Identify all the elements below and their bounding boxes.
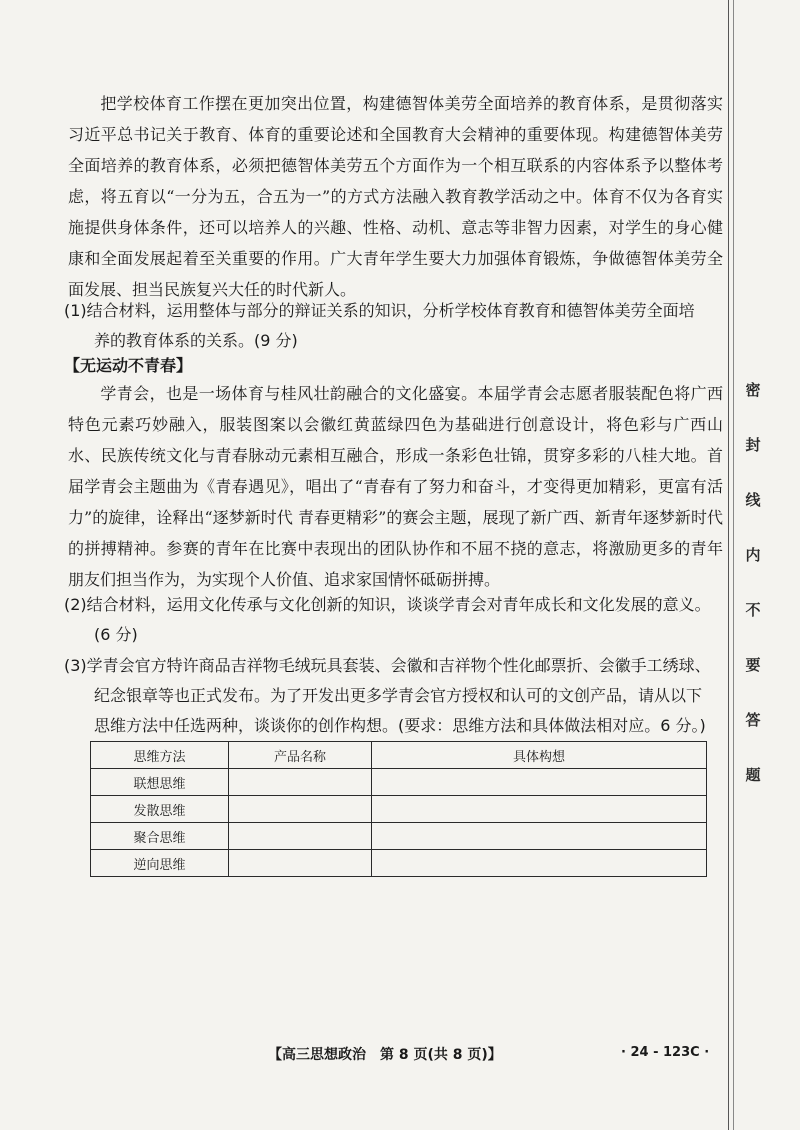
table-cell-idea[interactable] [372,823,707,850]
table-header-idea: 具体构想 [372,742,707,769]
seal-line-rule-inner [733,0,734,1130]
table-header-method: 思维方法 [91,742,229,769]
question-3-line-1: (3)学青会官方特许商品吉祥物毛绒玩具套装、会徽和吉祥物个性化邮票折、会徽手工绣球、 [64,656,711,675]
question-3 [64,651,724,741]
seal-char: 密 [745,381,761,399]
table-cell-method: 发散思维 [91,796,229,823]
material-passage-2-text: 学青会，也是一场体育与桂风壮韵融合的文化盛宴。本届学青会志愿者服装配色将广西特色元素巧妙融入，服装图案以会徽红黄蓝绿四色为基础进行创意设计，将色彩与广西山水、民族传统文化与青春脉动元素相互融合，形成一条彩色壮锦，贯穿多彩的八桂大地。首届学青会主题曲为《青春遇见》，唱出了“青春有了努力和奋斗，才变得更加精彩，更富有活力”的旋律，诠释出“逐梦新时代 青春更精彩”的赛会主题，展现了新广西、新青年逐梦新时代的拼搏精神。参赛的青年在比赛中表现出的团队协作和不屈不挠的意志，将激励更多的青年朋友们担当作为，为实现个人价值、追求家国情怀砥砺拼搏。 [68,384,723,589]
table-cell-idea[interactable] [372,796,707,823]
material-passage-1 [68,88,723,305]
table-row [91,823,707,850]
table-cell-product[interactable] [229,850,372,877]
question-2-line-1: (2)结合材料，运用文化传承与文化创新的知识，谈谈学青会对青年成长和文化发展的意义。 [64,595,711,614]
question-2 [64,590,724,650]
question-1-line-2: 养的教育体系的关系。(9 分) [94,331,298,350]
table-header-row [91,742,707,769]
seal-char: 答 [745,711,761,729]
seal-line-rule [728,0,729,1130]
table-cell-product[interactable] [229,769,372,796]
paper-code: · 24 - 123C · [621,1045,710,1060]
table-cell-method: 逆向思维 [91,850,229,877]
table-row [91,796,707,823]
material-passage-2 [68,378,723,595]
page-footer: 【高三思想政治 第 8 页(共 8 页)】 [268,1047,502,1063]
question-3-line-2: 纪念银章等也正式发布。为了开发出更多学青会官方授权和认可的文创产品，请从以下 [94,686,703,705]
question-1-line-1: (1)结合材料，运用整体与部分的辩证关系的知识，分析学校体育教育和德智体美劳全面培 [64,301,695,320]
seal-char: 要 [745,656,761,674]
question-1 [64,296,724,356]
seal-char: 线 [745,491,761,509]
question-2-line-2: (6 分) [94,625,138,644]
table-cell-method: 聚合思维 [91,823,229,850]
table-cell-idea[interactable] [372,769,707,796]
seal-char: 题 [745,766,761,784]
seal-char: 封 [745,436,761,454]
material-passage-1-text: 把学校体育工作摆在更加突出位置，构建德智体美劳全面培养的教育体系，是贯彻落实习近平总书记关于教育、体育的重要论述和全国教育大会精神的重要体现。构建德智体美劳全面培养的教育体系，必须把德智体美劳五个方面作为一个相互联系的内容体系予以整体考虑，将五育以“一分为五，合五为一”的方式方法融入教育教学活动之中。体育不仅为各育实施提供身体条件，还可以培养人的兴趣、性格、动机、意志等非智力因素，对学生的身心健康和全面发展起着至关重要的作用。广大青年学生要大力加强体育锻炼，争做德智体美劳全面发展、担当民族复兴大任的时代新人。 [68,94,723,299]
table-cell-product[interactable] [229,823,372,850]
seal-char: 内 [745,546,761,564]
table-cell-product[interactable] [229,796,372,823]
table-cell-idea[interactable] [372,850,707,877]
seal-char: 不 [745,601,761,619]
table-row [91,850,707,877]
table-row [91,769,707,796]
table-header-product: 产品名称 [229,742,372,769]
seal-line-notice [738,380,768,820]
table-cell-method: 联想思维 [91,769,229,796]
answer-table [90,741,707,877]
question-3-line-3: 思维方法中任选两种，谈谈你的创作构想。(要求：思维方法和具体做法相对应。6 分。) [94,716,706,735]
section-title: 【无运动不青春】 [64,356,193,375]
